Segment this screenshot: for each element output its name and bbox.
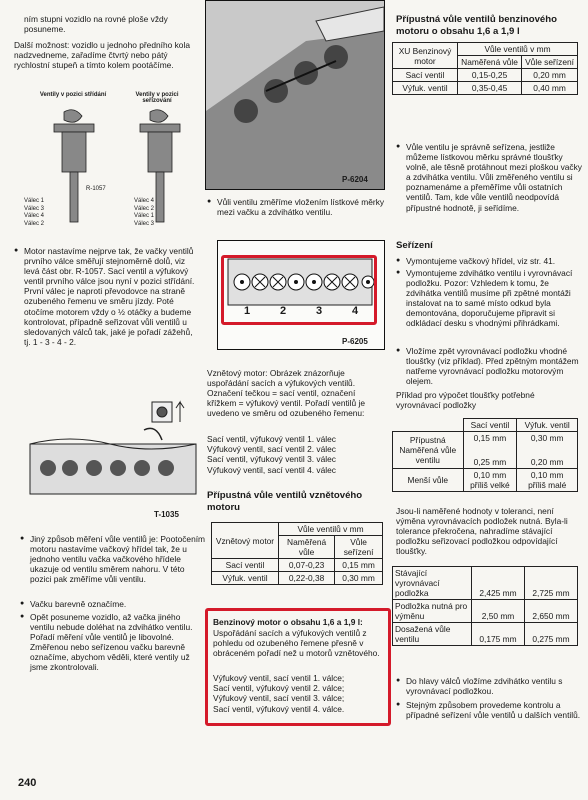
table-value: 0,30 mm: [530, 433, 564, 443]
table-cell: 0,40 mm: [522, 82, 578, 95]
bullet-paragraph: ● Opět posuneme vozidlo, až vačka jiného ventilu nebude doléhat na zdvihátko ventilu. Pořadí měření vůle ventilů je libovolné. Změřenou nebo seřízenou vačku barevně označíme, abychom věděli, které ventily už jsme zkontrolovali.: [20, 612, 206, 673]
list-item: Válec 2: [24, 220, 45, 227]
petrol-clearance-table: [392, 42, 578, 95]
list-item: Válec 3: [134, 220, 155, 227]
list-item: Výfukový ventil, sací ventil 3. válce;: [213, 693, 345, 704]
bullet-paragraph: ● Vůle ventilu je správně seřízena, jestliže můžeme lístkovou měrku správné tloušťky volně, ale těsně protáhnout mezi ploškou vačky a zdvihátka ventilu. Vůli změřeného ventilu si poznamenáme a přeměříme vůli ostatních ventilů. Tam, kde vůle ventilů neodpovídá přípustné hodnotě, ji seřídíme.: [396, 142, 586, 213]
table-value: 0,25 mm: [473, 457, 507, 467]
list-item: Sací ventil, výfukový ventil 3. válec: [207, 454, 336, 465]
table-row: [393, 600, 578, 623]
table-cell: [463, 469, 517, 492]
list-item: Válec 1: [134, 213, 155, 219]
diesel-clearance-table: [211, 522, 383, 585]
shim-example-table: [392, 418, 578, 492]
bullet-paragraph: ● Motor nastavíme nejprve tak, že vačky ventilů prvního válce směřují stejnoměrně dolů, viz levá část obr. R-1057. Sací ventil a výfukový ventil prvního válce jsou nyní v pozici střídání. První válec je naproti převodovce na straně ozubeného řemenu ve směru jízdy. Poté otočíme motorem vždy o ½ otáčky a budeme kontrolovat, případně seřizovat vůli ventilů u sledovaných válců tak, jaké je pořadí zážehů, tj. 1 - 3 - 4 - 2.: [14, 246, 200, 347]
table-cell: Stávající vyrovnávací podložka: [393, 567, 472, 600]
figure-right-title: Ventily v pozici seřizování: [135, 92, 179, 104]
bullet-paragraph: ● Vůli ventilu změříme vložením lístkové měrky mezi vačku a zdvihátko ventilu.: [207, 197, 393, 217]
table-value: příliš velké: [470, 480, 510, 490]
table-cell: 0,30 mm: [335, 572, 383, 585]
table-row: [393, 432, 578, 469]
table-cell: 2,725 mm: [525, 567, 578, 600]
figure-camshaft-head: [24, 392, 200, 524]
table-cell: 0,15 mm: [335, 559, 383, 572]
engine-photo: [206, 1, 384, 189]
table-row: [393, 567, 578, 600]
list-item: Výfukový ventil, sací ventil 1. válce;: [213, 673, 345, 683]
table-cell: 0,22-0,38: [279, 572, 335, 585]
list-item: Válec 3: [24, 205, 45, 212]
figure-label: T-1035: [154, 510, 179, 519]
table-cell: 2,425 mm: [472, 567, 525, 600]
table-cell: Dosažená vůle ventilu: [393, 623, 472, 646]
table-row: [393, 623, 578, 646]
table-value: 0,10 mm: [530, 470, 564, 480]
paragraph: Uspořádání sacích a výfukových ventilů z pohledu od ozubeného řemene přesně v obráceném pořadí než u motorů vznětového.: [213, 628, 380, 659]
table-row: [212, 572, 383, 585]
table-header: Výfuk. ventil: [517, 419, 578, 432]
right-cylinder-list: [134, 198, 154, 228]
intro-text: ním stupni vozidlo na rovné ploše vždy posuneme.: [24, 14, 168, 35]
table-row: [393, 69, 578, 82]
valve-number: 1: [244, 305, 251, 317]
table-row: [393, 82, 578, 95]
bullet-paragraph: ● Vložíme zpět vyrovnávací podložku vhodné tloušťky (viz příklad). Před zpětným montážem natřeme vyrovnávací podložku motorovým olejem.: [396, 346, 586, 386]
figure-label: P-6204: [342, 175, 368, 184]
petrol-order-heading: Benzinový motor o obsahu 1,6 a 1,9 l:: [213, 617, 363, 627]
list-item: Válec 1: [24, 198, 45, 204]
figure-label: R-1057: [86, 186, 106, 192]
list-item: Sací ventil, výfukový ventil 2. válce;: [213, 683, 345, 694]
valve-number: 2: [280, 305, 287, 317]
camshaft-drawing: [24, 392, 200, 524]
table-cell: [463, 432, 517, 469]
table-cell: [517, 432, 578, 469]
bullet-paragraph: ● Jiný způsob měření vůle ventilů je: Pootočením motoru nastavíme vačkový hřídel tak, že u jednoho ventilu vačka vačkového hřídele ukazuje od ventilu směrem nahoru. V této pozici pak změříme vůli ventilu.: [20, 534, 206, 584]
table-value: příliš malé: [528, 480, 567, 490]
table-cell: 2,650 mm: [525, 600, 578, 623]
bullet-paragraph: ● Vymontujeme vačkový hřídel, viz str. 41.: [396, 256, 586, 266]
table-cell: Menší vůle: [393, 469, 464, 492]
section-heading: Přípustná vůle ventilů benzinového motoru o obsahu 1,6 a 1,9 l: [396, 14, 557, 37]
table-group-header: Vůle ventilů v mm: [458, 43, 578, 56]
section-heading: Seřízení: [396, 240, 433, 251]
bullet-paragraph: ● Do hlavy válců vložíme zdvihátko ventilu s vyrovnávací podložkou.: [396, 676, 586, 696]
table-cell: 0,15-0,25: [458, 69, 522, 82]
table-cell: Sací ventil: [212, 559, 279, 572]
paragraph: Příklad pro výpočet tloušťky potřebné vyrovnávací podložky: [396, 390, 535, 411]
figure-left-title: Ventily v pozici střídání: [39, 92, 107, 98]
valve-order-list: [213, 673, 385, 714]
table-cell: Výfuk. ventil: [212, 572, 279, 585]
table-group-header: Vůle ventilů v mm: [279, 523, 383, 536]
paragraph: Vznětový motor: Obrázek znázorňuje uspořádání sacích a výfukových ventilů. Označení tečkou = sací ventil, označení křížkem = výfukový ventil. Pořadí ventilů je uvedeno ve směru od ozubeného řemenu:: [207, 368, 366, 419]
bullet-paragraph: ● Vačku barevně označíme.: [20, 599, 206, 609]
table-corner: Vznětový motor: [212, 523, 279, 559]
table-header: Sací ventil: [463, 419, 517, 432]
table-cell: 0,35-0,45: [458, 82, 522, 95]
table-header: Naměřená vůle: [279, 536, 335, 559]
list-item: Válec 2: [134, 205, 155, 212]
page-number: 240: [18, 777, 37, 789]
list-item: Výfukový ventil, sací ventil 4. válec: [207, 464, 336, 475]
figure-valve-positions: [14, 90, 200, 230]
shim-calculation-table: [392, 566, 578, 646]
left-cylinder-list: [24, 198, 44, 228]
table-cell: 0,20 mm: [522, 69, 578, 82]
section-heading: Přípustná vůle ventilů vznětového motoru: [207, 490, 363, 513]
red-highlight-box: [221, 255, 377, 325]
bullet-paragraph: ● Stejným způsobem provedeme kontrolu a případné seřízení vůle ventilů u dalších ventilů.: [396, 700, 586, 720]
table-cell: Přípustná Naměřená vůle ventilu: [393, 432, 464, 469]
table-cell: Výfuk. ventil: [393, 82, 458, 95]
valve-order-list: [207, 434, 385, 475]
figure-feeler-gauge: [205, 0, 385, 190]
table-empty-corner: [393, 419, 464, 432]
table-value: 0,20 mm: [530, 457, 564, 467]
bullet-paragraph: ● Vymontujeme zdvihátko ventilu i vyrovnávací podložku. Pozor: Vzhledem k tomu, že zdvihátka ventilů musíme při zpětné montáži instalovat na to samé místo odkud byla demontována, doporučujeme připravit si odkládací desku s vhodnými přihrádkami.: [396, 268, 586, 329]
table-cell: 2,50 mm: [472, 600, 525, 623]
valve-number: 4: [352, 305, 359, 317]
table-cell: [517, 469, 578, 492]
table-value: 0,10 mm: [473, 470, 507, 480]
list-item: Sací ventil, výfukový ventil 4. válce.: [213, 703, 345, 714]
table-header: Naměřená vůle: [458, 56, 522, 69]
figure-label: P-6205: [342, 337, 368, 346]
table-value: 0,15 mm: [473, 433, 507, 443]
table-header: Vůle seřízení: [335, 536, 383, 559]
list-item: Válec 4: [134, 198, 155, 204]
table-row: [212, 559, 383, 572]
valve-number: 3: [316, 305, 323, 317]
paragraph: Další možnost: vozidlo u jednoho předního kola nadzvedneme, zařadíme čtvrtý nebo pátý rychlostní stupeň a tímto kolem pootáčíme.: [14, 40, 190, 71]
list-item: Výfukový ventil, sací ventil 2. válec: [207, 444, 336, 455]
table-row: [393, 469, 578, 492]
paragraph: Jsou-li naměřené hodnoty v toleranci, není výměna vyrovnávacích podložek nutná. Byla-li tolerance překročena, nahradíme stávající podložku seřizovací podložkou odpovídající tloušťky.: [396, 506, 568, 557]
list-item: Sací ventil, výfukový ventil 1. válec: [207, 434, 336, 444]
table-cell: Sací ventil: [393, 69, 458, 82]
table-cell: Podložka nutná pro výměnu: [393, 600, 472, 623]
table-cell: 0,07-0,23: [279, 559, 335, 572]
list-item: Válec 4: [24, 213, 45, 219]
table-cell: 0,275 mm: [525, 623, 578, 646]
table-cell: 0,175 mm: [472, 623, 525, 646]
table-corner: XU Benzinový motor: [393, 43, 458, 69]
table-header: Vůle seřízení: [522, 56, 578, 69]
